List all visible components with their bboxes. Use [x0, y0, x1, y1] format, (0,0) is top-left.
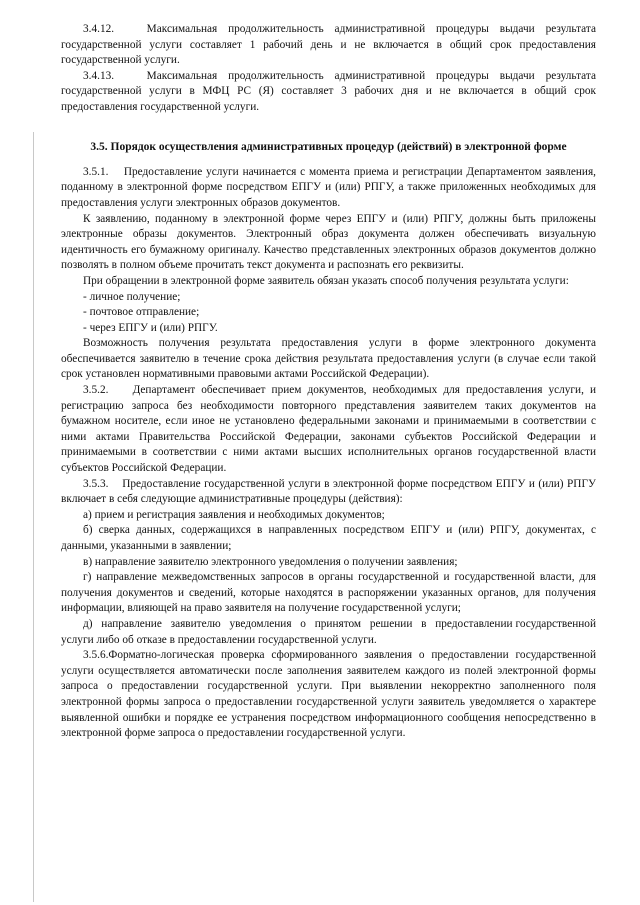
- paragraph-3-5-2: 3.5.2. Департамент обеспечивает прием документов, необходимых для предоставления услуги, и регистрацию запроса без необходимости повторного представления заявителем таких документов на бумажном носителе, если иное не установлено федеральными законами и принимаемыми в соответствии с ними актами Правительства Российской Федерации, законами субъектов Российской Федерации и принимаемыми в соответствии с ними актами высших исполнительных органов государственной власти субъектов Российской Федерации.: [61, 384, 596, 475]
- list-item: д) направление заявителю уведомления о принятом решении в предоставлении государственной услуги либо об отказе в предоставлении государственной услуги.: [61, 617, 596, 646]
- list-item: - через ЕПГУ и (или) РПГУ.: [83, 321, 218, 334]
- paragraph-3-5-1: 3.5.1. Предоставление услуги начинается с момента приема и регистрации Департаментом заявления, поданному в электронной форме посредством ЕПГУ и (или) РПГУ, а также приложенных необходимых для предоставления услуги электронных образов документов.: [61, 165, 596, 209]
- paragraph-3-4-12: 3.4.12. Максимальная продолжительность административной процедуры выдачи результата государственной услуги составляет 1 рабочий день и не включается в общий срок предоставления государственной услуги.: [61, 23, 596, 67]
- section-heading-3-5: 3.5. Порядок осуществления административных процедур (действий) в электронной форме: [90, 140, 567, 153]
- list-item: г) направление межведомственных запросов в органы государственной и государственной власти, для получения документов и сведений, которые находятся в распоряжении указанных органов, для получения информации, влияющей на право заявителя на получение государственной услуги;: [61, 571, 596, 615]
- paragraph-attachments: К заявлению, поданному в электронной форме через ЕПГУ и (или) РПГУ, должны быть приложены электронные образы документов. Электронный образ документа должен обеспечивать визуальную идентичность его бумажному оригиналу. Качество представленных электронных образов документов должно позволять в полном объеме прочитать текст документа и распознать его реквизиты.: [61, 212, 596, 272]
- paragraph-3-5-6: 3.5.6.Форматно-логическая проверка сформированного заявления о предоставлении государственной услуги осуществляется автоматически после заполнения заявителем каждого из полей электронной формы запроса о предоставлении государственной услуги. При выявлении некорректно заполненного поля электронной формы запроса о предоставлении государственной услуги заявитель уведомляется о характере выявленной ошибки и порядке ее устранения посредством информационного сообщения непосредственно в электронной форме запроса о предоставлении государственной услуги.: [61, 649, 596, 740]
- list-item: б) сверка данных, содержащихся в направленных посредством ЕПГУ и (или) РПГУ, документах, с данными, указанными в заявлении;: [61, 524, 596, 553]
- left-margin-line: [33, 132, 34, 902]
- paragraph-result-method: При обращении в электронной форме заявитель обязан указать способ получения результата услуги:: [83, 274, 569, 287]
- list-item: - почтовое отправление;: [83, 306, 200, 319]
- document-body: [61, 22, 596, 742]
- list-item: а) прием и регистрация заявления и необходимых документов;: [83, 508, 385, 521]
- list-item: в) направление заявителю электронного уведомления о получении заявления;: [83, 555, 458, 568]
- paragraph-electronic-result: Возможность получения результата предоставления услуги в форме электронного документа обеспечивается заявителю в течение срока действия результата предоставления услуги (в случае если такой срок установлен нормативными правовыми актами Российской Федерации).: [61, 337, 596, 381]
- paragraph-3-5-3: 3.5.3. Предоставление государственной услуги в электронной форме посредством ЕПГУ и (или) РПГУ включает в себя следующие административные процедуры (действия):: [61, 477, 596, 506]
- list-item: - личное получение;: [83, 290, 181, 303]
- paragraph-3-4-13: 3.4.13. Максимальная продолжительность административной процедуры выдачи результата государственной услуги в МФЦ РС (Я) составляет 3 рабочих дня и не включается в общий срок предоставления государственной услуги.: [61, 69, 596, 113]
